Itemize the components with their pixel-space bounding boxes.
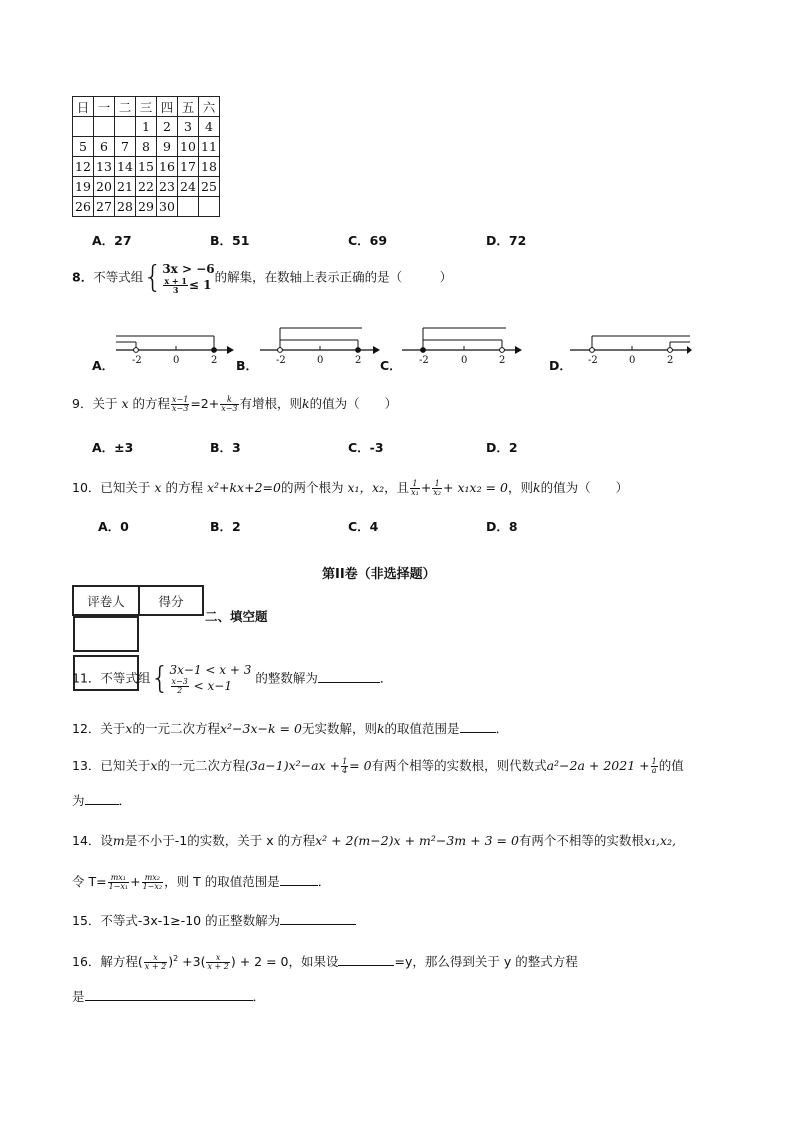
text: 的一元二次方程	[132, 721, 220, 736]
text: 有增根，则	[239, 396, 303, 411]
calendar-cell: 3	[178, 117, 199, 137]
calendar-cell: 24	[178, 177, 199, 197]
inequality-system	[162, 262, 214, 294]
text: 是不小于-1的实数，关于 x 的方程	[124, 833, 316, 848]
tick-label: -2	[132, 355, 142, 366]
score-header: 得分	[139, 586, 203, 615]
denominator: 4	[342, 766, 348, 775]
question-16: 16．解方程( $\frac{x}{x + 2}$ )$^2$ +3( $\frac{x}{x + 2}$ ) + 2 = 0，如果设 =y，那么得到关于 y 的整式方程	[72, 953, 578, 972]
q8-option-c: C．	[380, 358, 402, 373]
question-12	[72, 720, 508, 738]
text: 16．解方程	[72, 954, 138, 970]
text: 为	[72, 793, 85, 808]
q9-option-c: C．-3	[348, 440, 384, 455]
text: 14．设	[72, 833, 113, 848]
number-line-a	[116, 336, 234, 366]
calendar-cell	[199, 197, 220, 217]
text: ．	[317, 874, 331, 889]
answer-blank[interactable]	[85, 988, 253, 1001]
roots: x₁,x₂,	[643, 833, 676, 848]
denominator: 1−x₁	[108, 882, 129, 891]
text: 15．不等式-3x-1≥-10 的正整数解为	[72, 913, 281, 928]
calendar-cell: 30	[157, 197, 178, 217]
calendar-cell: 21	[115, 177, 136, 197]
q8-option-a: A．	[92, 358, 115, 373]
brace-icon: {	[143, 260, 163, 295]
calendar-cell: 8	[136, 137, 157, 157]
denominator: a	[651, 766, 657, 775]
q7-option-c: C．69	[348, 233, 388, 248]
text: =2+	[190, 396, 220, 411]
text: 10．已知关于	[72, 480, 151, 495]
tick-label: 2	[499, 355, 506, 366]
text: 11．不等式组	[72, 670, 151, 686]
text: =y，那么得到关于 y 的整式方程	[394, 954, 578, 970]
calendar-cell: 26	[73, 197, 94, 217]
system-line-1: 3x−1 < x + 3	[169, 663, 252, 677]
calendar-cell	[94, 117, 115, 137]
tick-label: -2	[588, 355, 598, 366]
text: ，则	[507, 480, 533, 495]
calendar-cell: 22	[136, 177, 157, 197]
text: 的整数解为	[255, 670, 318, 686]
fraction: $\frac{1}{\text{x₂}}$	[433, 479, 442, 497]
number-line-d	[570, 336, 692, 366]
text: 的值为（ ）	[540, 480, 629, 495]
expression: a²−2a + 2021 +	[546, 758, 650, 773]
calendar-header: 四	[157, 97, 178, 117]
text: 的一元二次方程	[157, 758, 245, 773]
tick-label: 2	[211, 355, 218, 366]
text: +3(	[182, 954, 206, 970]
roots: x₁，x₂	[347, 480, 385, 495]
calendar-cell: 23	[157, 177, 178, 197]
section-title: 第II卷（非选择题）	[322, 567, 436, 582]
answer-blank[interactable]	[460, 720, 496, 733]
text: 的取值范围是	[384, 721, 460, 736]
numerator: x	[206, 954, 229, 963]
calendar-cell: 16	[157, 157, 178, 177]
equation: x² + 2(m−2)x + m²−3m + 3 = 0	[315, 833, 519, 848]
calendar-header: 三	[136, 97, 157, 117]
q10-option-d: D．8	[486, 519, 518, 534]
grader-cell	[73, 616, 139, 652]
fraction: $\frac{1}{\text{x₁}}$	[411, 479, 419, 497]
fraction	[108, 874, 130, 891]
question-10: 10．已知关于 x 的方程 x²+kx+2=0的两个根为 x₁，x₂，且 $\frac{1}{\text{x₁}}$ + $\frac{1}{\text{x₂}}$ + x₁x₂ = 0，则k的值为（ ）	[72, 479, 629, 497]
equation: (3a−1)x²−ax +	[244, 758, 341, 773]
text: ．	[252, 989, 266, 1004]
grader-header: 评卷人	[73, 586, 139, 615]
answer-blank[interactable]	[85, 792, 119, 805]
numerator: mx₁	[108, 874, 130, 883]
calendar-header: 日	[73, 97, 94, 117]
variable: k	[376, 721, 385, 736]
calendar-cell: 25	[199, 177, 220, 197]
calendar-cell: 2	[157, 117, 178, 137]
question-13	[72, 757, 684, 775]
answer-blank[interactable]	[318, 670, 380, 683]
question-13-line-2	[72, 792, 131, 810]
fraction	[206, 954, 229, 971]
q7-option-d: D．72	[486, 233, 527, 248]
calendar-cell	[115, 117, 136, 137]
numerator: x−3	[171, 677, 188, 686]
variable: x	[121, 396, 129, 411]
denominator: 1−x₂	[142, 882, 163, 891]
calendar-cell: 19	[73, 177, 94, 197]
q10-option-b: B．2	[210, 519, 241, 534]
calendar-cell: 7	[115, 137, 136, 157]
calendar-cell: 17	[178, 157, 199, 177]
fraction	[144, 954, 167, 971]
variable: x	[125, 721, 133, 736]
denominator: x + 2	[144, 962, 167, 972]
text: 12．关于	[72, 721, 126, 736]
fraction	[651, 758, 658, 775]
calendar-cell	[178, 197, 199, 217]
variable: x	[154, 480, 162, 495]
tick-label: 2	[355, 355, 362, 366]
calendar-cell: 20	[94, 177, 115, 197]
system-line-1: 3x > −6	[162, 262, 215, 276]
calendar-cell: 11	[199, 137, 220, 157]
text: ．	[495, 721, 509, 736]
question-9	[72, 395, 397, 413]
inequality-system	[170, 663, 252, 695]
calendar-row	[73, 137, 220, 157]
answer-blank[interactable]	[338, 953, 394, 966]
variable: k	[532, 480, 541, 495]
question-14-line-2	[72, 873, 330, 891]
calendar-cell: 5	[73, 137, 94, 157]
numerator: k	[220, 396, 238, 405]
tick-label: 0	[173, 355, 180, 366]
text: 有两个相等的实数根，则代数式	[371, 758, 547, 773]
denominator: x−3	[221, 404, 238, 413]
variable: m	[112, 833, 125, 848]
question-14	[72, 832, 676, 850]
text: 的两个根为	[280, 480, 344, 495]
system-line-2: ≤ 1	[188, 278, 212, 292]
q9-option-b: B．3	[210, 440, 241, 455]
text: 的值	[658, 758, 684, 773]
system-line-2: < x−1	[193, 679, 232, 693]
q8-option-b: B．	[236, 358, 259, 373]
calendar-header: 五	[178, 97, 199, 117]
text: 的方程	[165, 480, 203, 495]
question-8	[72, 262, 452, 294]
tick-label: -2	[276, 355, 286, 366]
text: 的值为（ ）	[309, 396, 398, 411]
q10-option-a: A．0	[98, 519, 129, 534]
denominator: x−3	[172, 404, 189, 413]
text: 是	[72, 989, 85, 1004]
calendar-header-row	[73, 97, 220, 117]
denominator: 2	[177, 686, 183, 695]
denominator: 3	[172, 285, 179, 295]
numerator: x−1	[172, 395, 189, 404]
calendar-cell: 10	[178, 137, 199, 157]
q8-prefix: 不等式组	[93, 269, 144, 285]
text: ) + 2 = 0，如果设	[230, 954, 339, 970]
calendar-cell: 29	[136, 197, 157, 217]
calendar-cell: 6	[94, 137, 115, 157]
q8-option-d: D．	[549, 358, 572, 373]
fraction	[171, 678, 189, 695]
answer-blank[interactable]	[280, 912, 356, 925]
denominator: x + 2	[207, 962, 229, 972]
calendar-row	[73, 117, 220, 137]
equation: x²−3x−k = 0	[219, 721, 302, 736]
fraction	[171, 396, 189, 413]
calendar-cell: 9	[157, 137, 178, 157]
answer-blank[interactable]	[280, 873, 318, 886]
tick-label: -2	[419, 355, 429, 366]
exponent: 2	[173, 954, 179, 963]
variable: x	[150, 758, 158, 773]
calendar-header: 六	[199, 97, 220, 117]
calendar-header: 二	[115, 97, 136, 117]
equation: x²+kx+2=0	[206, 480, 281, 495]
numerator: mx₂	[142, 874, 164, 883]
tick-label: 2	[667, 355, 674, 366]
fraction	[341, 758, 348, 775]
section-heading: 二、填空题	[205, 609, 268, 624]
calendar-cell: 18	[199, 157, 220, 177]
question-number: 8．	[72, 269, 94, 285]
calendar-cell: 15	[136, 157, 157, 177]
calendar-row	[73, 197, 220, 217]
text: +	[130, 874, 141, 889]
q9-option-d: D．2	[486, 440, 518, 455]
calendar-cell: 1	[136, 117, 157, 137]
numerator: 1	[342, 757, 348, 766]
q10-option-c: C．4	[348, 519, 379, 534]
number-line-b	[260, 328, 380, 366]
calendar-cell	[73, 117, 94, 137]
text: ，且	[384, 480, 410, 495]
q7-option-b: B．51	[210, 233, 250, 248]
calendar-cell: 4	[199, 117, 220, 137]
number-line-c	[402, 328, 522, 366]
text: 令 T=	[72, 874, 107, 889]
brace-icon: {	[150, 661, 170, 696]
text: 无实数解，则	[301, 721, 377, 736]
fraction	[220, 396, 238, 413]
text: 的方程	[132, 396, 170, 411]
tick-label: 0	[317, 355, 324, 366]
fraction	[163, 277, 188, 294]
numerator: x + 1	[164, 276, 187, 286]
fraction	[142, 874, 164, 891]
q9-option-a: A．±3	[92, 440, 134, 455]
question-11	[72, 663, 392, 695]
text: 9．关于	[72, 396, 118, 411]
variable: k	[302, 396, 310, 411]
calendar-row	[73, 157, 220, 177]
expression: + x₁x₂ = 0	[443, 480, 508, 495]
text: 有两个不相等的实数根	[518, 833, 644, 848]
tick-label: 0	[461, 355, 468, 366]
text: ．	[118, 793, 132, 808]
q7-option-a: A．27	[92, 233, 132, 248]
calendar-header: 一	[94, 97, 115, 117]
numerator: 1	[651, 757, 657, 766]
calendar-cell: 12	[73, 157, 94, 177]
equation: = 0	[349, 758, 372, 773]
calendar-cell: 14	[115, 157, 136, 177]
question-16-line-2	[72, 988, 265, 1006]
text: ．	[379, 670, 393, 686]
text: ，则 T 的取值范围是	[164, 874, 280, 889]
tick-label: 0	[629, 355, 636, 366]
calendar-cell: 13	[94, 157, 115, 177]
calendar-cell: 27	[94, 197, 115, 217]
calendar-table	[72, 96, 220, 217]
calendar-row	[73, 177, 220, 197]
calendar-cell: 28	[115, 197, 136, 217]
question-15	[72, 912, 356, 930]
q8-suffix: 的解集，在数轴上表示正确的是（ ）	[214, 269, 453, 285]
numerator: x	[144, 954, 167, 963]
text: 13．已知关于	[72, 758, 151, 773]
